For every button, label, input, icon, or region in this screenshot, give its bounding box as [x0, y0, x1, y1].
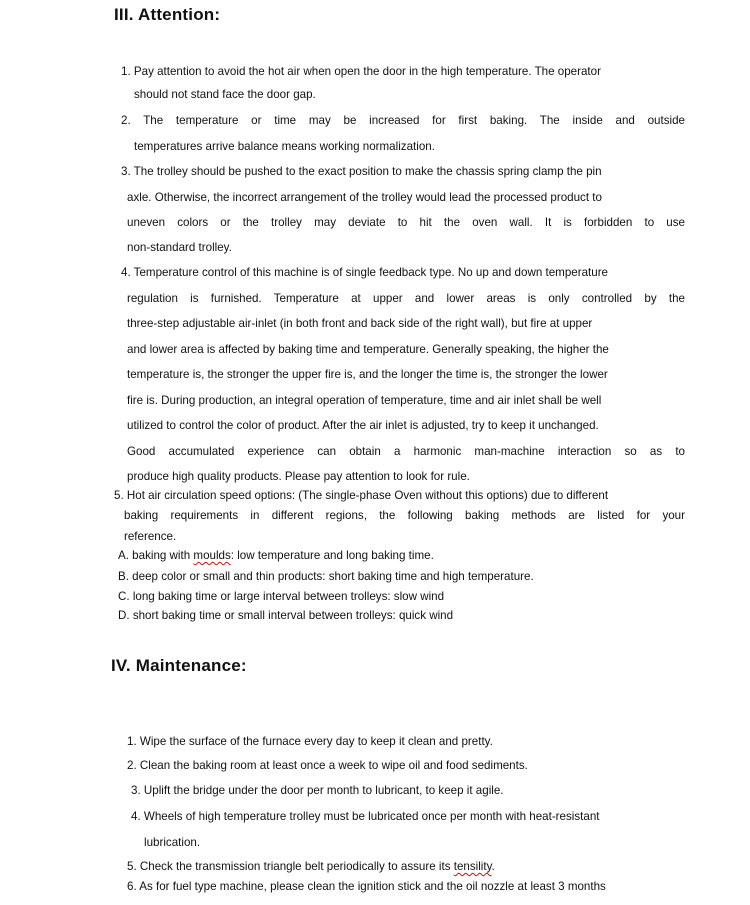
- attention-item-4-line-9: produce high quality products. Please pay attention to look for rule.: [127, 470, 470, 483]
- maintenance-item-2: 2. Clean the baking room at least once a week to wipe oil and food sediments.: [127, 759, 528, 772]
- spellcheck-word-moulds: moulds: [193, 549, 231, 562]
- maintenance-item-3: 3. Uplift the bridge under the door per month to lubricant, to keep it agile.: [131, 784, 504, 797]
- attention-item-4-line-4: and lower area is affected by baking time and temperature. Generally speaking, the higher the: [127, 343, 609, 356]
- baking-option-c: C. long baking time or large interval between trolleys: slow wind: [118, 590, 445, 603]
- attention-item-3-line-4: non-standard trolley.: [127, 241, 232, 254]
- attention-item-5-line-1: 5. Hot air circulation speed options: (The single-phase Oven without this options) due to different: [114, 489, 609, 502]
- baking-option-b: B. deep color or small and thin products: short baking time and high temperature.: [118, 570, 534, 583]
- baking-option-a: [118, 549, 434, 563]
- maintenance-item-4-line-1: 4. Wheels of high temperature trolley must be lubricated once per month with heat-resistant: [131, 810, 600, 823]
- maintenance-item-4-line-2: lubrication.: [144, 836, 201, 849]
- attention-item-5-line-3: reference.: [124, 530, 177, 543]
- maintenance-item-5-prefix: 5. Check the transmission triangle belt periodically to assure its: [127, 860, 454, 873]
- attention-item-3-line-2: axle. Otherwise, the incorrect arrangement of the trolley would lead the processed product to: [127, 191, 602, 204]
- attention-item-4-line-6: fire is. During production, an integral operation of temperature, time and air inlet shall be well: [127, 394, 602, 407]
- spellcheck-word-tensility: tensility: [453, 860, 492, 873]
- attention-item-4-line-8: Good accumulated experience can obtain a harmonic man-machine interaction so as to: [127, 445, 685, 458]
- baking-option-a-prefix: A. baking with: [118, 549, 194, 562]
- attention-item-2-line-2: temperatures arrive balance means working normalization.: [134, 140, 435, 153]
- attention-item-3-line-3: uneven colors or the trolley may deviate to hit the oven wall. It is forbidden to use: [127, 216, 685, 229]
- attention-item-4-line-5: temperature is, the stronger the upper fire is, and the longer the time is, the stronger the lower: [127, 368, 608, 381]
- attention-item-1-line-2: should not stand face the door gap.: [134, 88, 316, 101]
- attention-item-4-line-7: utilized to control the color of product. After the air inlet is adjusted, try to keep it unchanged.: [127, 419, 599, 432]
- baking-option-d: D. short baking time or small interval between trolleys: quick wind: [118, 609, 454, 622]
- attention-item-2-line-1: 2. The temperature or time may be increased for first baking. The inside and outside: [121, 114, 685, 127]
- attention-item-3-line-1: 3. The trolley should be pushed to the exact position to make the chassis spring clamp the pin: [121, 165, 602, 178]
- attention-item-4-line-1: 4. Temperature control of this machine is of single feedback type. No up and down temperature: [121, 266, 608, 279]
- attention-item-4-line-3: three-step adjustable air-inlet (in both front and back side of the right wall), but fire at upper: [127, 317, 593, 330]
- baking-option-a-suffix: : low temperature and long baking time.: [230, 549, 434, 562]
- attention-item-1-line-1: 1. Pay attention to avoid the hot air when open the door in the high temperature. The operator: [121, 65, 601, 78]
- maintenance-item-5: [127, 860, 495, 874]
- attention-item-5-line-2: baking requirements in different regions, the following baking methods are listed for your: [124, 509, 685, 522]
- maintenance-item-6: 6. As for fuel type machine, please clean the ignition stick and the oil nozzle at least 3 months: [127, 880, 606, 893]
- maintenance-item-1: 1. Wipe the surface of the furnace every day to keep it clean and pretty.: [127, 735, 493, 748]
- attention-item-4-line-2: regulation is furnished. Temperature at upper and lower areas is only controlled by the: [127, 292, 685, 305]
- maintenance-item-5-suffix: .: [491, 860, 495, 873]
- section-heading-attention: III. Attention:: [114, 5, 221, 24]
- section-heading-maintenance: IV. Maintenance:: [111, 656, 247, 675]
